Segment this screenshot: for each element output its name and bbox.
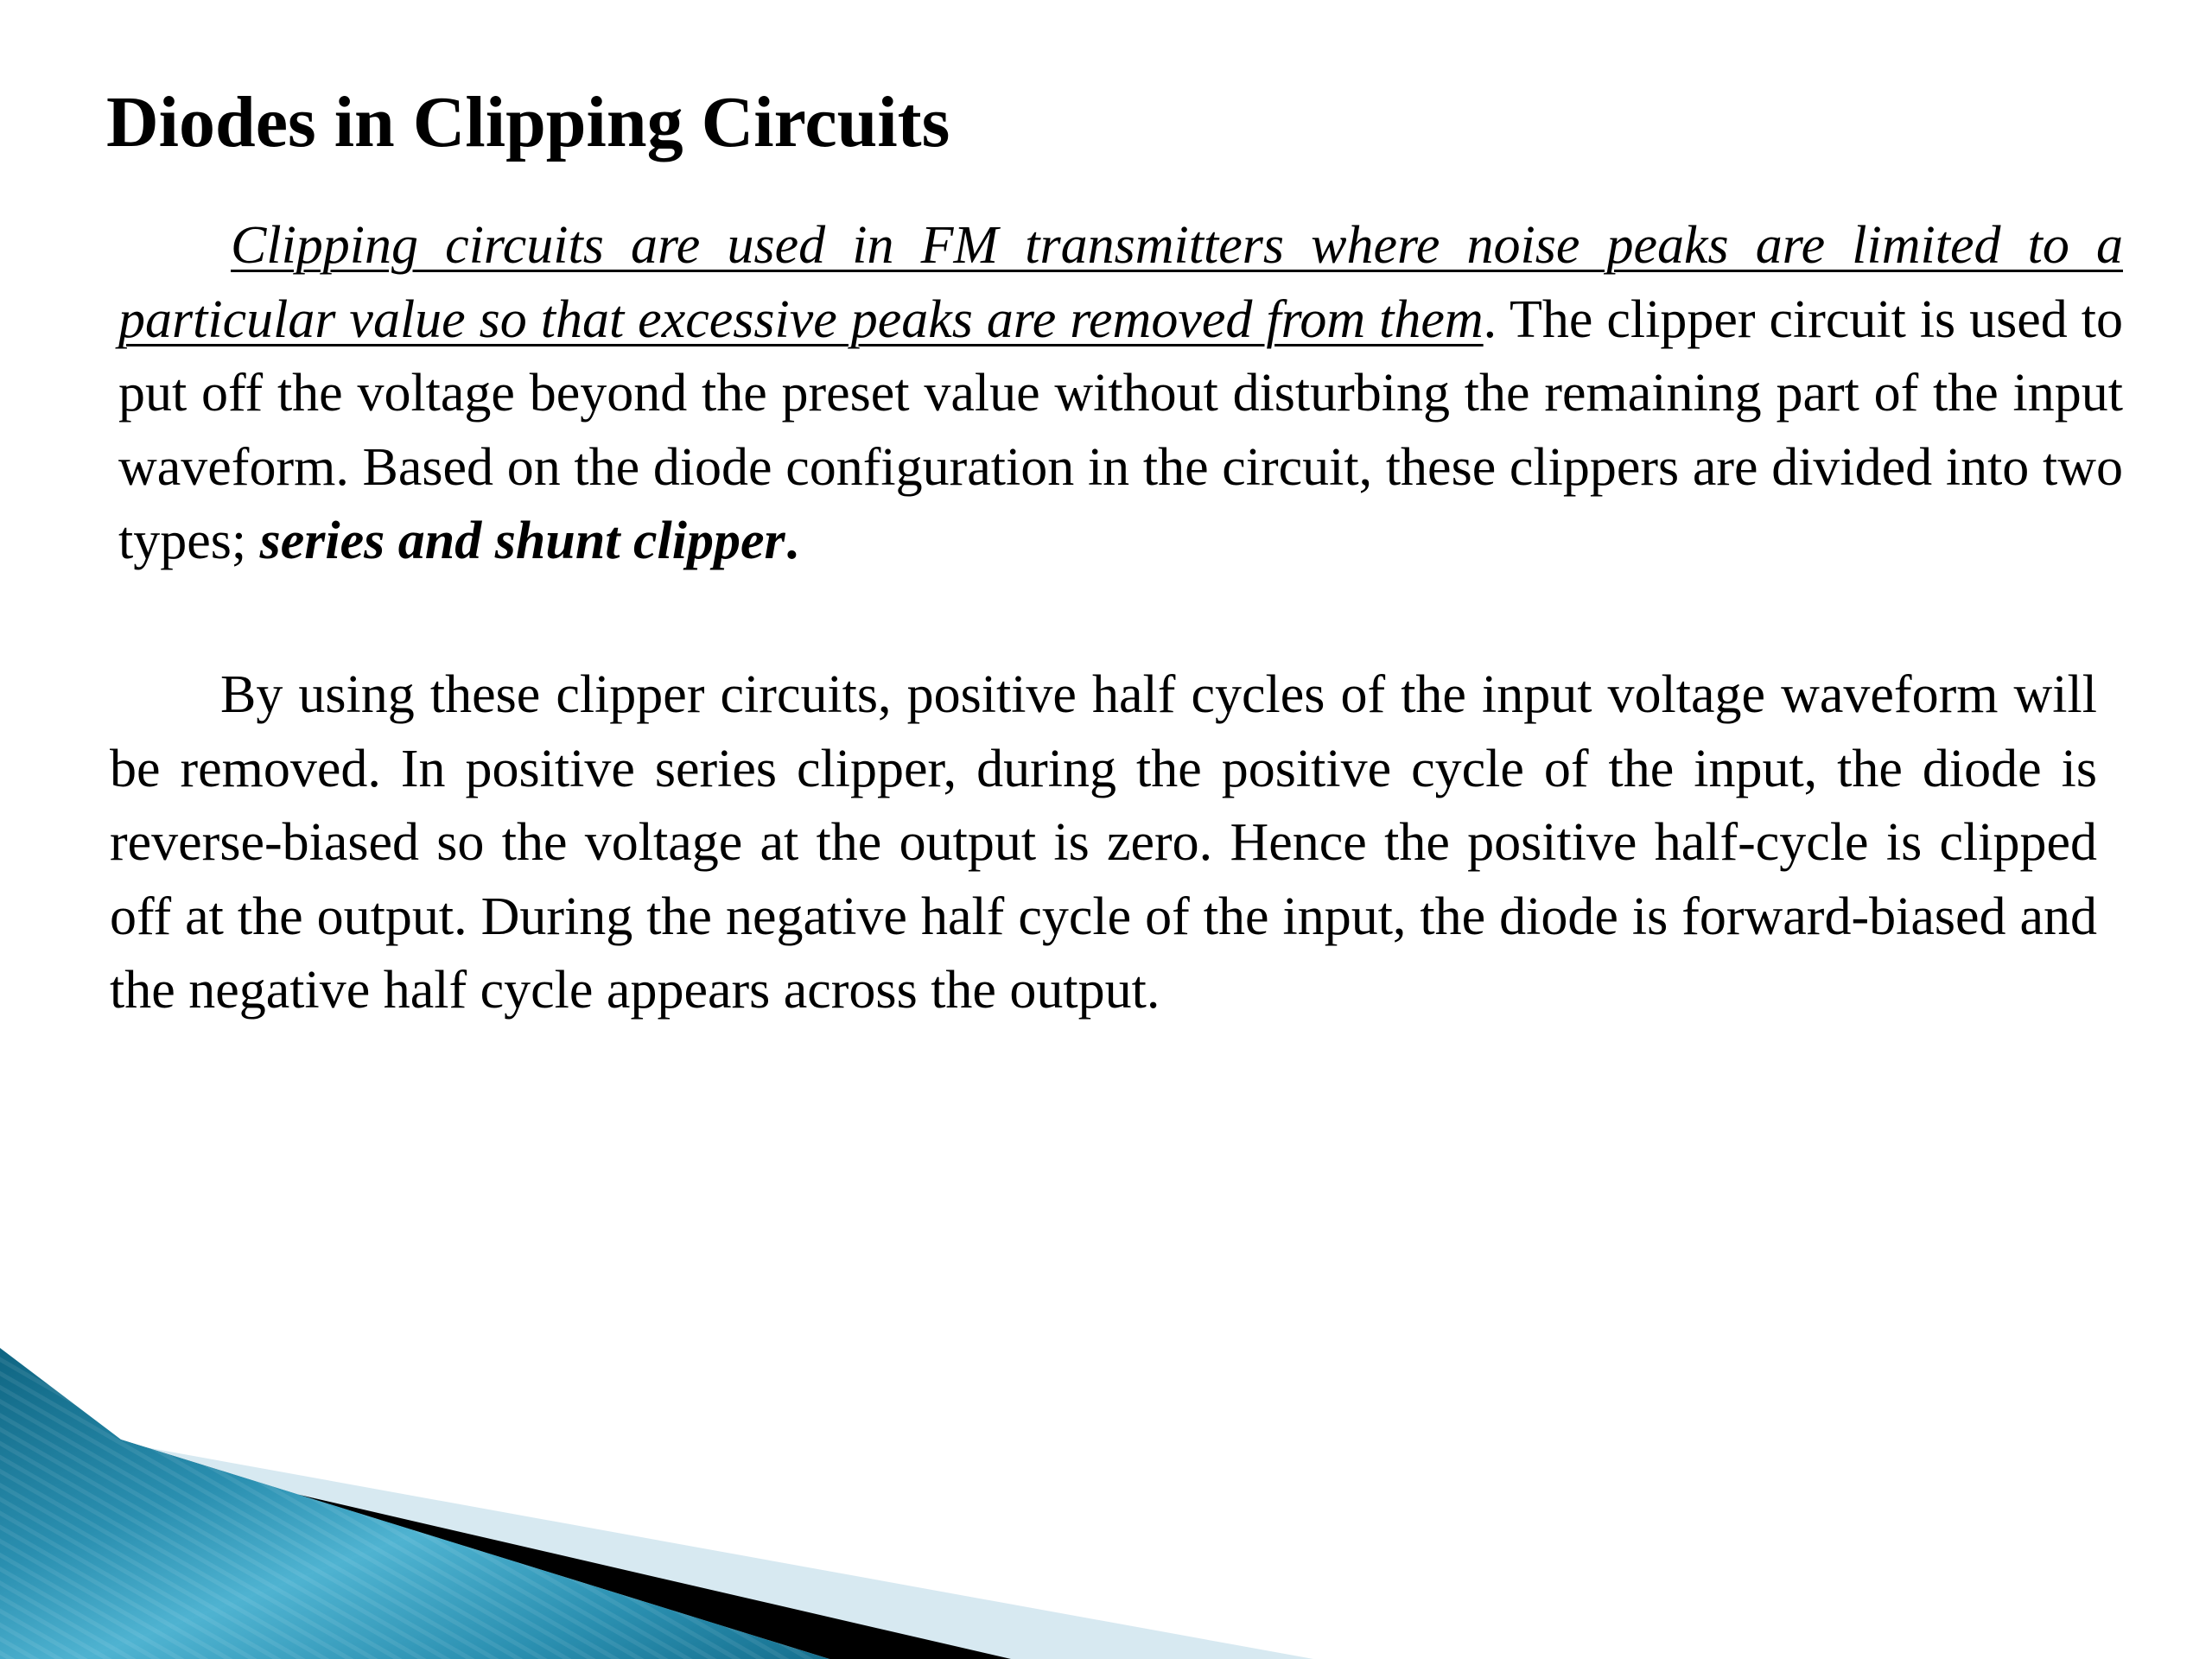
paragraph-body: . The clipper circuit is used to put off the voltage beyond the preset value without disturbing the remaining part of the input waveform. Based on the diode configuration in the circuit, these clippers are divided into two types; [118, 289, 2123, 570]
underlined-definition: Clipping circuits are used in FM transmitters where noise peaks are limited to a particular value so that excessive peaks are removed from them [118, 216, 2123, 349]
paragraph-clipping-intro [118, 209, 2123, 579]
paragraph-body: By using these clipper circuits, positive half cycles of the input voltage waveform will be removed. In positive series clipper, during the positive cycle of the input, the diode is reverse-biased so the voltage at the output is zero. Hence the positive half-cycle is clipped off at the output. During the negative half cycle of the input, the diode is forward-biased and the negative half cycle appears across the output. [110, 665, 2097, 1020]
clipper-types-emphasis: series and shunt clipper [259, 512, 785, 570]
decorative-corner-swoosh [0, 1348, 2212, 1659]
paragraph-end-period: . [785, 512, 799, 570]
slide-title: Diodes in Clipping Circuits [106, 82, 950, 162]
paragraph-series-clipper [110, 658, 2097, 1028]
